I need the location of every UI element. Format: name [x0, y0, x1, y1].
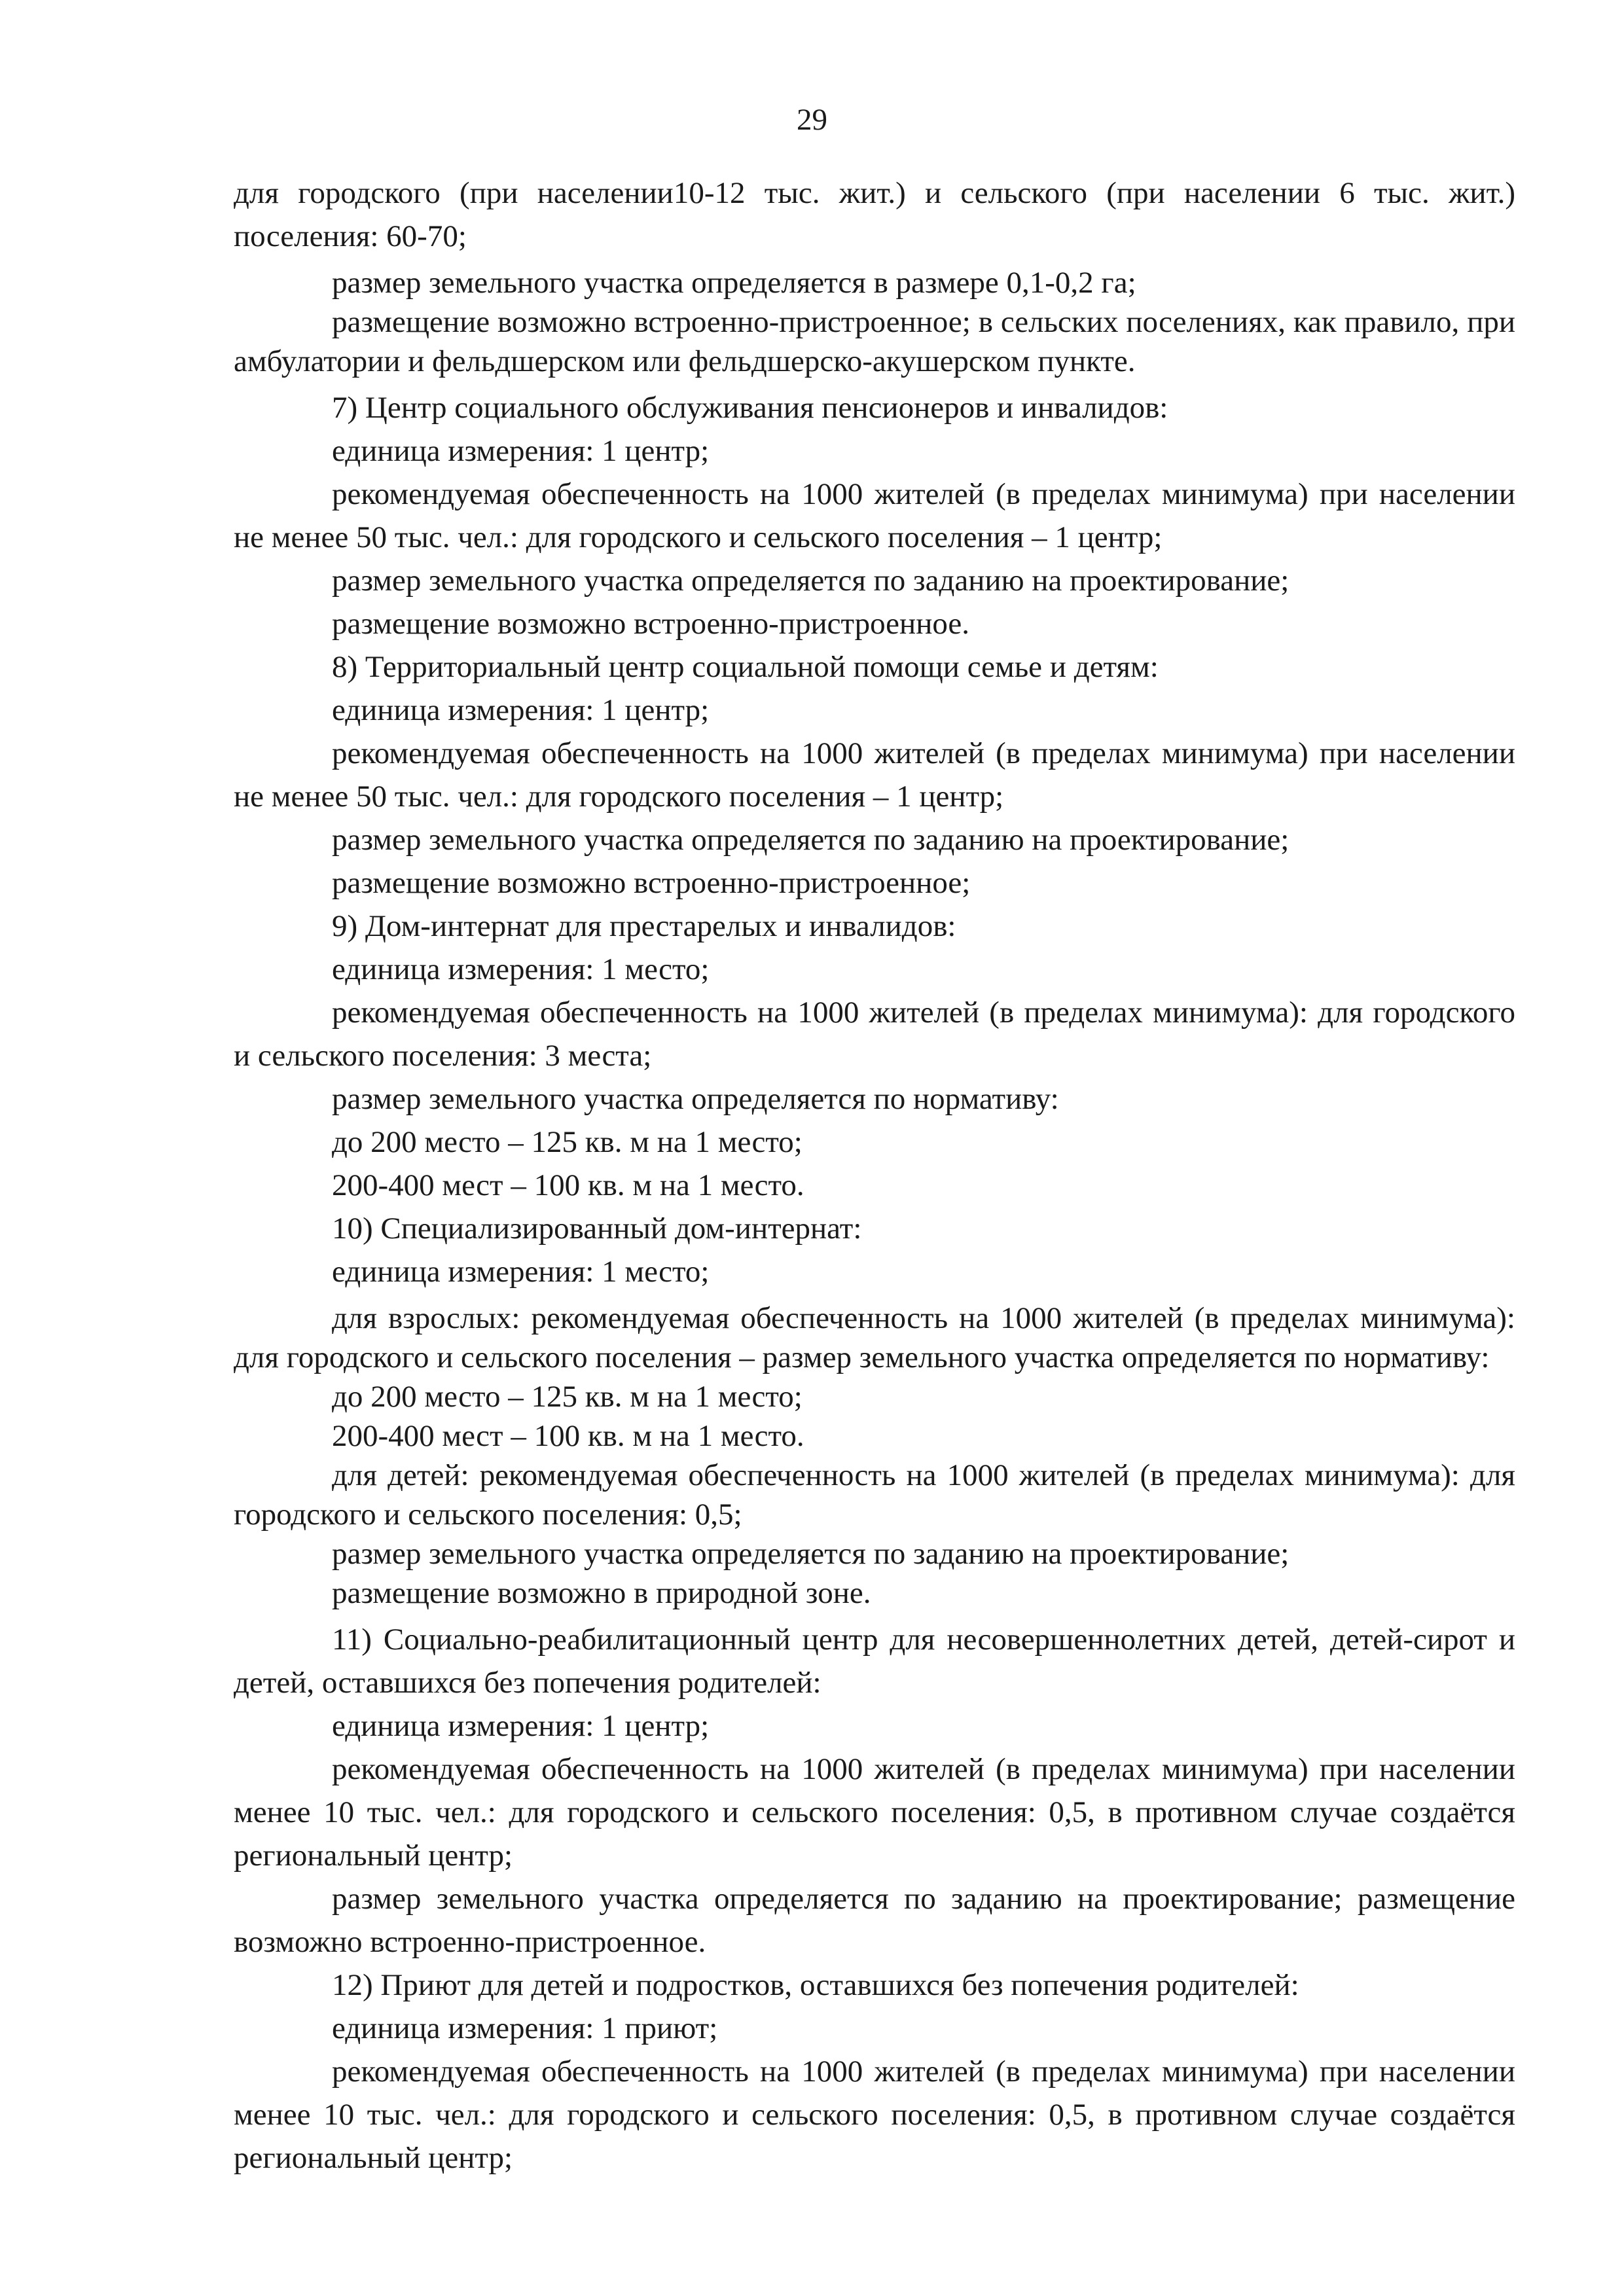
paragraph: размещение возможно встроенно-пристроенное. [332, 607, 970, 641]
paragraph: единица измерения: 1 место; [332, 1255, 710, 1289]
paragraph: размер земельного участка определяется по заданию на проектирование; [332, 564, 1290, 598]
paragraph: размещение возможно встроенно-пристроенное; [332, 866, 971, 900]
paragraph: размер земельного участка определяется по заданию на проектирование; [332, 1537, 1290, 1571]
paragraph: рекомендуемая обеспеченность на 1000 жителей (в пределах минимума) при населении менее 10 тыс. чел.: для городского и сельского поселения: 0,5, в противном случае создаётся региональный центр; [234, 2054, 1515, 2175]
paragraph: размер земельного участка определяется по заданию на проектирование; размещение возможно встроенно-пристроенное. [234, 1882, 1515, 1959]
paragraph: для взрослых: рекомендуемая обеспеченность на 1000 жителей (в пределах минимума): для городского и сельского поселения – размер земельного участка определяется по нормативу: [234, 1301, 1515, 1374]
paragraph: 11) Социально-реабилитационный центр для несовершеннолетних детей, детей-сирот и детей, оставшихся без попечения родителей: [234, 1623, 1515, 1700]
paragraph: 9) Дом-интернат для престарелых и инвалидов: [332, 909, 956, 943]
paragraph: размещение возможно встроенно-пристроенное; в сельских поселениях, как правило, при амбулатории и фельдшерском или фельдшерско-акушерском пункте. [234, 305, 1515, 378]
paragraph: до 200 место – 125 кв. м на 1 место; [332, 1125, 803, 1159]
paragraph: для городского (при населении10-12 тыс. жит.) и сельского (при населении 6 тыс. жит.) поселения: 60-70; [234, 176, 1515, 253]
paragraph: единица измерения: 1 центр; [332, 434, 710, 468]
body-text [234, 171, 1515, 2179]
paragraph: рекомендуемая обеспеченность на 1000 жителей (в пределах минимума) при населении не менее 50 тыс. чел.: для городского поселения – 1 центр; [234, 736, 1515, 814]
paragraph: единица измерения: 1 место; [332, 952, 710, 986]
paragraph: 10) Специализированный дом-интернат: [332, 1211, 862, 1246]
paragraph: до 200 место – 125 кв. м на 1 место; [332, 1380, 803, 1414]
paragraph: размещение возможно в природной зоне. [332, 1576, 871, 1610]
paragraph: 8) Территориальный центр социальной помощи семье и детям: [332, 650, 1159, 684]
paragraph: рекомендуемая обеспеченность на 1000 жителей (в пределах минимума) при населении менее 10 тыс. чел.: для городского и сельского поселения: 0,5, в противном случае создаётся региональный центр; [234, 1752, 1515, 1873]
paragraph: 200-400 мест – 100 кв. м на 1 место. [332, 1419, 804, 1453]
paragraph: 12) Приют для детей и подростков, оставшихся без попечения родителей: [332, 1968, 1299, 2002]
paragraph: рекомендуемая обеспеченность на 1000 жителей (в пределах минимума): для городского и сельского поселения: 3 места; [234, 996, 1515, 1073]
paragraph: единица измерения: 1 центр; [332, 1709, 710, 1743]
paragraph: 200-400 мест – 100 кв. м на 1 место. [332, 1168, 804, 1202]
paragraph: размер земельного участка определяется по заданию на проектирование; [332, 823, 1290, 857]
paragraph: для детей: рекомендуемая обеспеченность на 1000 жителей (в пределах минимума): для городского и сельского поселения: 0,5; [234, 1458, 1515, 1532]
paragraph: размер земельного участка определяется по нормативу: [332, 1082, 1059, 1116]
paragraph: рекомендуемая обеспеченность на 1000 жителей (в пределах минимума) при населении не менее 50 тыс. чел.: для городского и сельского поселения – 1 центр; [234, 477, 1515, 554]
paragraph: единица измерения: 1 приют; [332, 2011, 718, 2045]
page-number: 29 [797, 103, 827, 137]
paragraph: размер земельного участка определяется в размере 0,1-0,2 га; [332, 266, 1136, 300]
paragraph: 7) Центр социального обслуживания пенсионеров и инвалидов: [332, 391, 1168, 425]
paragraph: единица измерения: 1 центр; [332, 693, 710, 727]
